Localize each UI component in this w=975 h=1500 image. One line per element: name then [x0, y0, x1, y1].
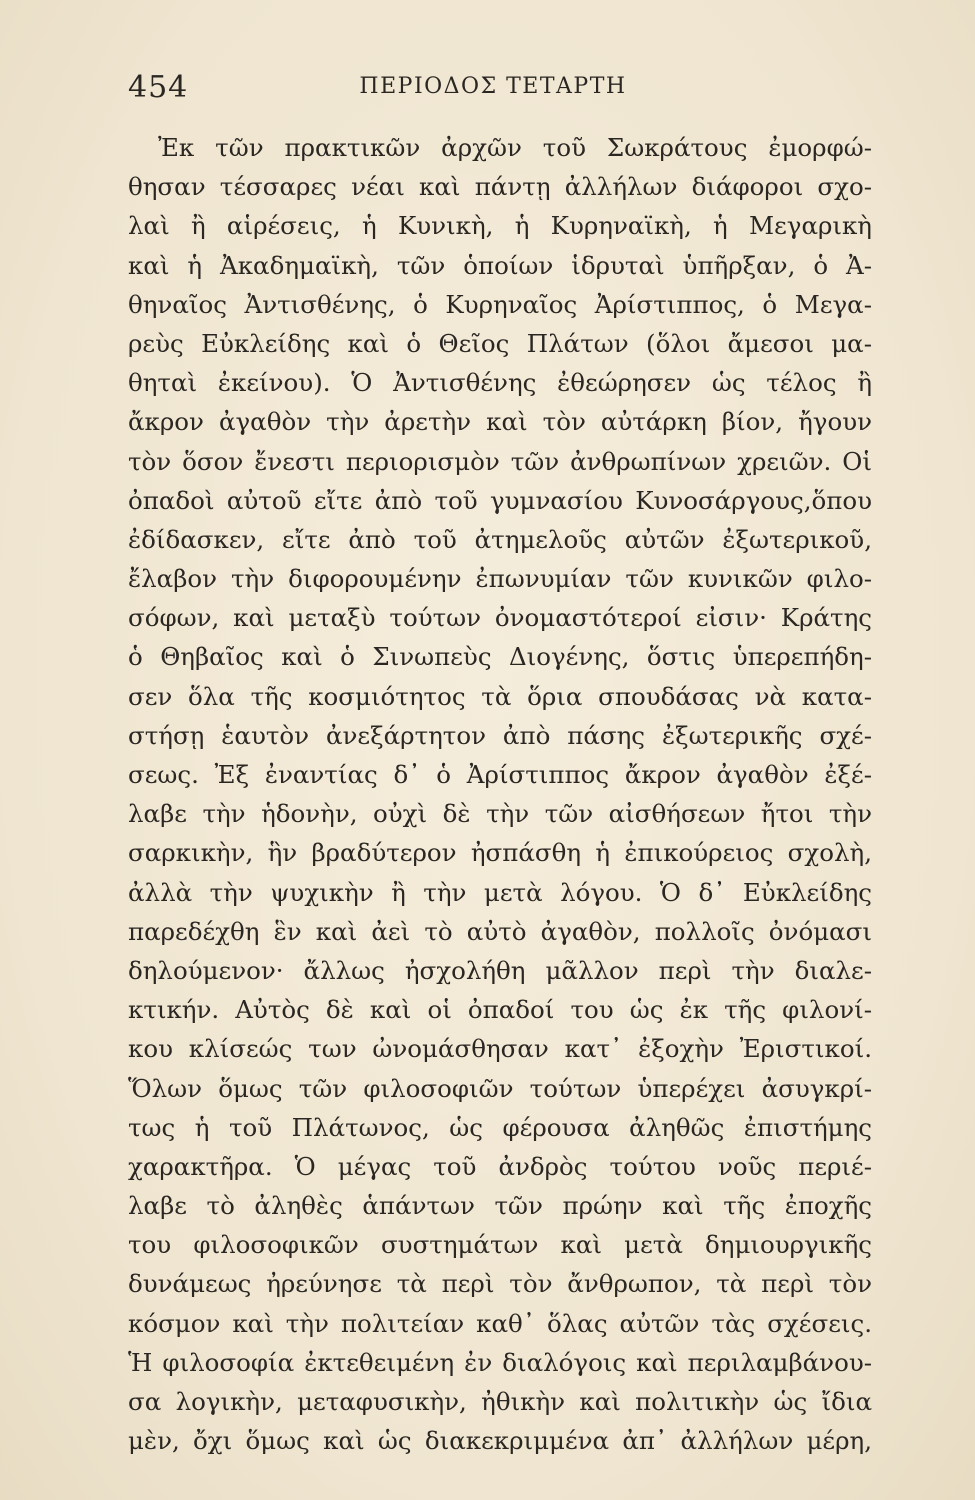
text-line: Ἡ φιλοσοφία ἐκτεθειμένη ἐν διαλόγοις καὶ περιλαμβάνου- [128, 1347, 872, 1377]
text-line: του φιλοσοφικῶν συστημάτων καὶ μετὰ δημιουργικῆς [128, 1230, 872, 1260]
text-line: παρεδέχθη ἓν καὶ ἀεὶ τὸ αὐτὸ ἀγαθὸν, πολλοῖς ὀνόμασι [128, 916, 872, 946]
text-line: ἔλαβον τὴν διφορουμένην ἐπωνυμίαν τῶν κυνικῶν φιλο- [128, 564, 872, 594]
text-line: ὁ Θηβαῖος καὶ ὁ Σινωπεὺς Διογένης, ὅστις ὑπερεπήδη- [128, 642, 872, 672]
text-line: καὶ ἡ Ἀκαδημαϊκὴ, τῶν ὁποίων ἱδρυταὶ ὑπῆρξαν, ὁ Ἀ- [128, 250, 872, 280]
text-line: θηναῖος Ἀντισθένης, ὁ Κυρηναῖος Ἀρίστιππος, ὁ Μεγα- [128, 289, 872, 319]
page-number: 454 [128, 70, 189, 105]
text-line: Ἐκ τῶν πρακτικῶν ἀρχῶν τοῦ Σωκράτους ἐμορφώ- [158, 133, 872, 162]
running-head: ΠΕΡΙΟΔΟΣ ΤΕΤΑΡΤΗ [359, 74, 627, 99]
text-line: λαβε τὴν ἡδονὴν, οὐχὶ δὲ τὴν τῶν αἰσθήσεων ἤτοι τὴν [128, 799, 872, 829]
text-line: κτικήν. Αὐτὸς δὲ καὶ οἱ ὀπαδοί του ὡς ἐκ τῆς φιλονί- [128, 995, 872, 1025]
text-line: σαρκικὴν, ἣν βραδύτερον ἠσπάσθη ἡ ἐπικούρειος σχολὴ, [128, 838, 872, 868]
text-line: σόφων, καὶ μεταξὺ τούτων ὀνομαστότεροί εἰσιν· Κράτης [128, 603, 872, 633]
text-line: ἐδίδασκεν, εἴτε ἀπὸ τοῦ ἀτημελοῦς αὐτῶν ἐξωτερικοῦ, [128, 524, 872, 554]
text-line: μὲν, ὄχι ὅμως καὶ ὡς διακεκριμμένα ἀπ᾽ ἀλλήλων μέρη, [128, 1426, 872, 1456]
text-line: κόσμον καὶ τὴν πολιτείαν καθ᾽ ὅλας αὐτῶν τὰς σχέσεις. [128, 1308, 872, 1338]
text-line: Ὅλων ὅμως τῶν φιλοσοφιῶν τούτων ὑπερέχει ἀσυγκρί- [128, 1073, 872, 1103]
text-line: στήσῃ ἑαυτὸν ἀνεξάρτητον ἀπὸ πάσης ἐξωτερικῆς σχέ- [128, 720, 872, 750]
text-line: ὀπαδοὶ αὐτοῦ εἴτε ἀπὸ τοῦ γυμνασίου Κυνοσάργους,ὅπου [128, 485, 872, 515]
text-line: δηλούμενον· ἄλλως ἠσχολήθη μᾶλλον περὶ τὴν διαλε- [128, 955, 872, 985]
text-line: δυνάμεως ἠρεύνησε τὰ περὶ τὸν ἄνθρωπον, τὰ περὶ τὸν [128, 1269, 872, 1299]
text-line: τως ἡ τοῦ Πλάτωνος, ὡς φέρουσα ἀληθῶς ἐπιστήμης [128, 1112, 872, 1142]
text-line: θηταὶ ἐκείνου). Ὁ Ἀντισθένης ἐθεώρησεν ὡς τέλος ἢ [128, 368, 872, 398]
text-line: σεν ὅλα τῆς κοσμιότητος τὰ ὅρια σπουδάσας νὰ κατα- [128, 681, 872, 711]
text-line: σα λογικὴν, μεταφυσικὴν, ἠθικὴν καὶ πολιτικὴν ὡς ἴδια [128, 1387, 872, 1416]
text-line: θησαν τέσσαρες νέαι καὶ πάντῃ ἀλλήλων διάφοροι σχο- [128, 172, 872, 202]
text-line: ἀλλὰ τὴν ψυχικὴν ἢ τὴν μετὰ λόγου. Ὁ δ᾽ Εὐκλείδης [128, 877, 872, 907]
text-line: ἄκρον ἀγαθὸν τὴν ἀρετὴν καὶ τὸν αὐτάρκη βίον, ἤγουν [128, 407, 872, 437]
text-line: τὸν ὅσον ἔνεστι περιορισμὸν τῶν ἀνθρωπίνων χρειῶν. Οἱ [128, 446, 872, 476]
text-line: κου κλίσεώς των ὠνομάσθησαν κατ᾽ ἐξοχὴν Ἐριστικοί. [128, 1034, 872, 1064]
body-text [128, 128, 872, 1460]
page-header [128, 70, 858, 110]
text-line: ρεὺς Εὐκλείδης καὶ ὁ Θεῖος Πλάτων (ὅλοι ἄμεσοι μα- [128, 328, 872, 358]
text-line: λαβε τὸ ἀληθὲς ἁπάντων τῶν πρώην καὶ τῆς ἐποχῆς [128, 1191, 872, 1221]
text-line: λαὶ ἢ αἱρέσεις, ἡ Κυνικὴ, ἡ Κυρηναϊκὴ, ἡ Μεγαρικὴ [128, 211, 872, 241]
text-line: σεως. Ἐξ ἐναντίας δ᾽ ὁ Ἀρίστιππος ἄκρον ἀγαθὸν ἐξέ- [128, 760, 872, 789]
text-line: χαρακτῆρα. Ὁ μέγας τοῦ ἀνδρὸς τούτου νοῦς περιέ- [128, 1151, 872, 1181]
